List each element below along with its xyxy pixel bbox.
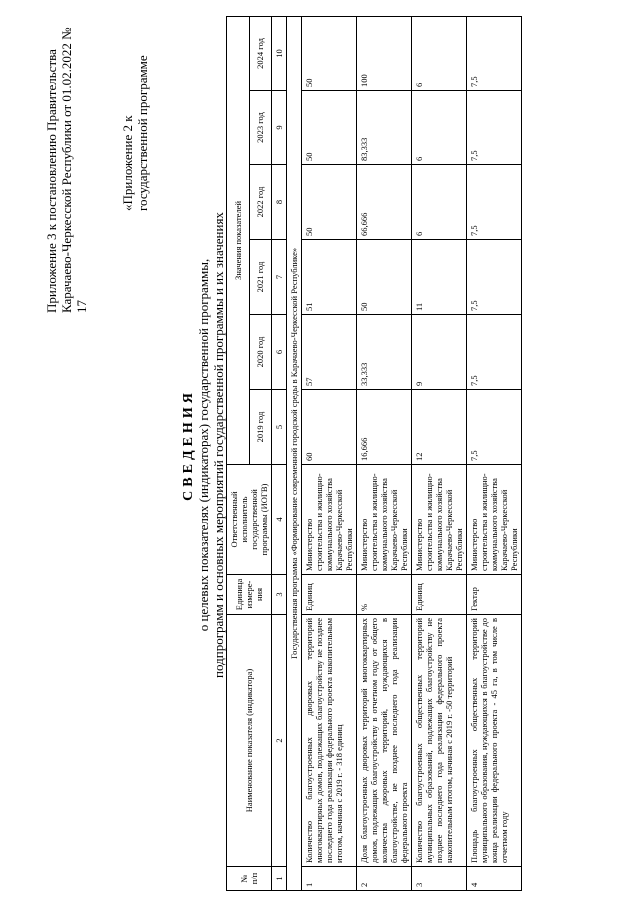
column-number: 5	[272, 390, 287, 465]
indicator-value: 7,5	[467, 315, 522, 390]
annex-reference: Приложение 3 к постановлению Правительства Карачаево-Черкесской Республики от 01.02.2022 № 17	[44, 27, 89, 313]
column-number: 2	[272, 615, 287, 867]
document-title: СВЕДЕНИЯ	[181, 389, 196, 501]
indicator-value: 7,5	[467, 16, 522, 90]
indicator-value: 100	[357, 16, 412, 90]
row-num: 3	[412, 867, 467, 891]
header-values-group: Значения показателей	[227, 16, 250, 464]
column-number: 3	[272, 575, 287, 615]
column-number: 1	[272, 867, 287, 891]
indicator-value: 16,666	[357, 390, 412, 465]
indicator-value: 9	[412, 315, 467, 390]
column-number: 10	[272, 16, 287, 90]
program-section-title: Государственная программа «Формирование современной городской среды в Карачаево-Черкесской Республике»	[287, 16, 302, 890]
indicator-value: 12	[412, 390, 467, 465]
header-year: 2023 год	[249, 91, 272, 165]
indicator-value: 7,5	[467, 165, 522, 240]
indicator-value: 7,5	[467, 390, 522, 465]
indicator-unit: Гектар	[467, 575, 522, 615]
header-year: 2020 год	[249, 315, 272, 390]
indicator-value: 50	[302, 91, 357, 165]
document-subtitle	[196, 155, 226, 735]
header-year: 2024 год	[249, 16, 272, 90]
indicator-value: 51	[302, 240, 357, 315]
header-unit: Единица измере-ния	[227, 575, 272, 615]
indicator-name: Количество благоустроенных общественных территорий муниципальных образований, подлежащих благоустройству не позднее последнего года реализации федерального проекта накопительным итогом, начиная с 2019 г. -50 территорий	[412, 615, 467, 867]
indicator-executor: Министерство строительства и жилищно-коммунального хозяйства Карачаево-Черкесской Республики	[467, 465, 522, 575]
table-header-row	[227, 16, 250, 890]
column-number: 8	[272, 165, 287, 240]
column-number: 6	[272, 315, 287, 390]
table-row	[357, 16, 412, 890]
header-year: 2019 год	[249, 390, 272, 465]
indicator-value: 7,5	[467, 91, 522, 165]
table-row	[467, 16, 522, 890]
column-number-row	[272, 16, 287, 890]
indicator-executor: Министерство строительства и жилищно-коммунального хозяйства Карачаево-Черкесской Республики	[357, 465, 412, 575]
program-section-row	[287, 16, 302, 890]
header-year: 2022 год	[249, 165, 272, 240]
column-number: 9	[272, 91, 287, 165]
indicator-executor: Министерство строительства и жилищно-коммунального хозяйства Карачаево-Черкесской Республики	[302, 465, 357, 575]
indicator-value: 33,333	[357, 315, 412, 390]
indicator-value: 83,333	[357, 91, 412, 165]
indicator-value: 11	[412, 240, 467, 315]
indicator-value: 66,666	[357, 165, 412, 240]
indicator-unit: Единиц	[302, 575, 357, 615]
indicator-executor: Министерство строительства и жилищно-коммунального хозяйства Карачаево-Черкесской Республики	[412, 465, 467, 575]
indicator-value: 6	[412, 91, 467, 165]
indicator-value: 50	[302, 16, 357, 90]
table-row	[302, 16, 357, 890]
indicator-unit: Единиц	[412, 575, 467, 615]
annex-program-reference: «Приложение 2 к государственной программе	[120, 55, 150, 211]
header-num: № п/п	[227, 867, 272, 891]
indicator-value: 50	[302, 165, 357, 240]
indicator-value: 50	[357, 240, 412, 315]
indicator-value: 6	[412, 16, 467, 90]
table-row	[412, 16, 467, 890]
indicator-value: 6	[412, 165, 467, 240]
header-year: 2021 год	[249, 240, 272, 315]
row-num: 4	[467, 867, 522, 891]
column-number: 4	[272, 465, 287, 575]
header-name: Наименование показателя (индикатора)	[227, 615, 272, 867]
row-num: 1	[302, 867, 357, 891]
indicator-name: Площадь благоустроенных общественных территорий муниципального образования, нуждающихся в благоустройстве до конца реализации федерального проекта - 45 га, в том числе в отчетном году	[467, 615, 522, 867]
row-num: 2	[357, 867, 412, 891]
header-executor: Ответственный исполнитель государственной программы (ИОГВ)	[227, 465, 272, 575]
indicator-name: Количество благоустроенных дворовых территорий многоквартирных домов, подлежащих благоустройству не позднее последнего года реализации федерального проекта накопительным итогом, начиная с 2019 г. - 318 единиц	[302, 615, 357, 867]
subtitle-line-2: подпрограмм и основных мероприятий государственной программы и их значениях	[211, 212, 226, 678]
indicator-value: 7,5	[467, 240, 522, 315]
indicator-name: Доля благоустроенных дворовых территорий многоквартирных домов, подлежащих благоустройству в отчетном году от общего количества дворовых территорий, нуждающихся в благоустройстве, не позднее последнего года реализации федерального проекта	[357, 615, 412, 867]
indicator-value: 57	[302, 315, 357, 390]
column-number: 7	[272, 240, 287, 315]
subtitle-line-1: о целевых показателях (индикаторах) государственной программы,	[196, 258, 211, 632]
indicator-unit: %	[357, 575, 412, 615]
indicator-value: 60	[302, 390, 357, 465]
indicators-table	[226, 16, 522, 891]
